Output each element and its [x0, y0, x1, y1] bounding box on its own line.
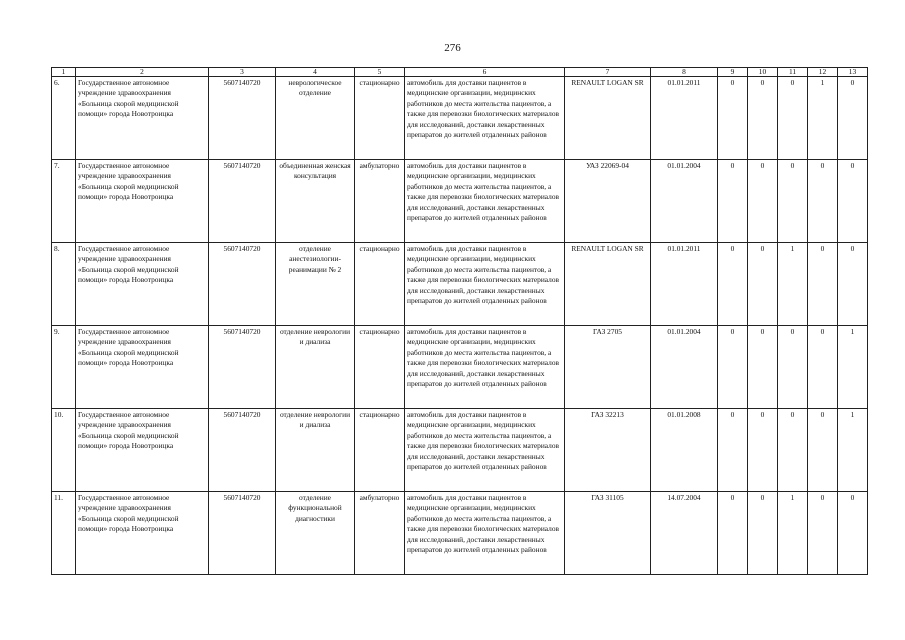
date-cell: 01.01.2004 — [651, 326, 718, 409]
column-header: 4 — [276, 68, 355, 77]
count-cell: 0 — [748, 243, 778, 326]
vehicle-cell: ГАЗ 31105 — [565, 492, 651, 575]
count-cell: 0 — [718, 326, 748, 409]
column-header: 3 — [209, 68, 276, 77]
purpose-cell: автомобиль для доставки пациентов в медицинские организации, медицинских работников до места жительства пациентов, а также для перевозки биологических материалов для исследований, доставки лекарственных препаратов до жителей отдаленных районов — [405, 160, 565, 243]
count-cell: 0 — [718, 160, 748, 243]
row-number: 8. — [52, 243, 76, 326]
column-header: 11 — [778, 68, 808, 77]
count-cell: 0 — [808, 160, 838, 243]
column-header: 8 — [651, 68, 718, 77]
count-cell: 0 — [808, 409, 838, 492]
count-cell: 0 — [718, 243, 748, 326]
row-number: 9. — [52, 326, 76, 409]
code-cell: 5607140720 — [209, 160, 276, 243]
count-cell: 0 — [838, 77, 868, 160]
vehicle-cell: УАЗ 22069-04 — [565, 160, 651, 243]
organization-cell: Государственное автономное учреждение здравоохранения «Больница скорой медицинской помощи» города Новотроицка — [76, 492, 209, 575]
count-cell: 0 — [778, 326, 808, 409]
purpose-cell: автомобиль для доставки пациентов в медицинские организации, медицинских работников до места жительства пациентов, а также для перевозки биологических материалов для исследований, доставки лекарственных препаратов до жителей отдаленных районов — [405, 326, 565, 409]
column-header: 1 — [52, 68, 76, 77]
date-cell: 14.07.2004 — [651, 492, 718, 575]
date-cell: 01.01.2011 — [651, 77, 718, 160]
count-cell: 0 — [748, 326, 778, 409]
care-type-cell: стационарно — [355, 77, 405, 160]
care-type-cell: амбулаторно — [355, 492, 405, 575]
care-type-cell: стационарно — [355, 243, 405, 326]
date-cell: 01.01.2004 — [651, 160, 718, 243]
count-cell: 0 — [808, 326, 838, 409]
department-cell: отделение анестезиологии-реанимации № 2 — [276, 243, 355, 326]
count-cell: 0 — [718, 492, 748, 575]
count-cell: 0 — [748, 409, 778, 492]
column-header: 6 — [405, 68, 565, 77]
table-row — [52, 160, 868, 243]
count-cell: 0 — [838, 243, 868, 326]
department-cell: отделение функциональной диагностики — [276, 492, 355, 575]
column-header: 10 — [748, 68, 778, 77]
count-cell: 0 — [838, 160, 868, 243]
column-header: 2 — [76, 68, 209, 77]
vehicle-cell: RENAULT LOGAN SR — [565, 77, 651, 160]
purpose-cell: автомобиль для доставки пациентов в медицинские организации, медицинских работников до места жительства пациентов, а также для перевозки биологических материалов для исследований, доставки лекарственных препаратов до жителей отдаленных районов — [405, 409, 565, 492]
organization-cell: Государственное автономное учреждение здравоохранения «Больница скорой медицинской помощи» города Новотроицка — [76, 326, 209, 409]
table-row — [52, 77, 868, 160]
code-cell: 5607140720 — [209, 409, 276, 492]
table-row — [52, 243, 868, 326]
code-cell: 5607140720 — [209, 77, 276, 160]
count-cell: 1 — [838, 409, 868, 492]
row-number: 11. — [52, 492, 76, 575]
column-header: 13 — [838, 68, 868, 77]
count-cell: 0 — [748, 77, 778, 160]
department-cell: отделение неврологии и диализа — [276, 326, 355, 409]
row-number: 6. — [52, 77, 76, 160]
table-row — [52, 326, 868, 409]
count-cell: 1 — [778, 243, 808, 326]
table-row — [52, 492, 868, 575]
department-cell: объединенная женская консультация — [276, 160, 355, 243]
code-cell: 5607140720 — [209, 243, 276, 326]
purpose-cell: автомобиль для доставки пациентов в медицинские организации, медицинских работников до места жительства пациентов, а также для перевозки биологических материалов для исследований, доставки лекарственных препаратов до жителей отдаленных районов — [405, 77, 565, 160]
count-cell: 0 — [748, 492, 778, 575]
vehicle-cell: ГАЗ 32213 — [565, 409, 651, 492]
page-number: 276 — [444, 42, 461, 54]
vehicle-cell: RENAULT LOGAN SR — [565, 243, 651, 326]
organization-cell: Государственное автономное учреждение здравоохранения «Больница скорой медицинской помощи» города Новотроицка — [76, 160, 209, 243]
count-cell: 0 — [778, 77, 808, 160]
column-header: 5 — [355, 68, 405, 77]
department-cell: неврологическое отделение — [276, 77, 355, 160]
column-header: 9 — [718, 68, 748, 77]
code-cell: 5607140720 — [209, 492, 276, 575]
purpose-cell: автомобиль для доставки пациентов в медицинские организации, медицинских работников до места жительства пациентов, а также для перевозки биологических материалов для исследований, доставки лекарственных препаратов до жителей отдаленных районов — [405, 492, 565, 575]
count-cell: 1 — [778, 492, 808, 575]
purpose-cell: автомобиль для доставки пациентов в медицинские организации, медицинских работников до места жительства пациентов, а также для перевозки биологических материалов для исследований, доставки лекарственных препаратов до жителей отдаленных районов — [405, 243, 565, 326]
column-header: 12 — [808, 68, 838, 77]
vehicle-cell: ГАЗ 2705 — [565, 326, 651, 409]
count-cell: 0 — [718, 409, 748, 492]
code-cell: 5607140720 — [209, 326, 276, 409]
column-header: 7 — [565, 68, 651, 77]
count-cell: 1 — [838, 326, 868, 409]
header-row — [52, 68, 868, 77]
table-row — [52, 409, 868, 492]
row-number: 10. — [52, 409, 76, 492]
vehicle-table — [51, 67, 868, 575]
count-cell: 0 — [748, 160, 778, 243]
organization-cell: Государственное автономное учреждение здравоохранения «Больница скорой медицинской помощи» города Новотроицка — [76, 243, 209, 326]
department-cell: отделение неврологии и диализа — [276, 409, 355, 492]
care-type-cell: амбулаторно — [355, 160, 405, 243]
count-cell: 0 — [808, 492, 838, 575]
date-cell: 01.01.2008 — [651, 409, 718, 492]
date-cell: 01.01.2011 — [651, 243, 718, 326]
count-cell: 0 — [718, 77, 748, 160]
organization-cell: Государственное автономное учреждение здравоохранения «Больница скорой медицинской помощи» города Новотроицка — [76, 77, 209, 160]
count-cell: 0 — [778, 409, 808, 492]
count-cell: 0 — [808, 243, 838, 326]
care-type-cell: стационарно — [355, 409, 405, 492]
row-number: 7. — [52, 160, 76, 243]
count-cell: 1 — [808, 77, 838, 160]
count-cell: 0 — [778, 160, 808, 243]
organization-cell: Государственное автономное учреждение здравоохранения «Больница скорой медицинской помощи» города Новотроицка — [76, 409, 209, 492]
care-type-cell: стационарно — [355, 326, 405, 409]
count-cell: 0 — [838, 492, 868, 575]
